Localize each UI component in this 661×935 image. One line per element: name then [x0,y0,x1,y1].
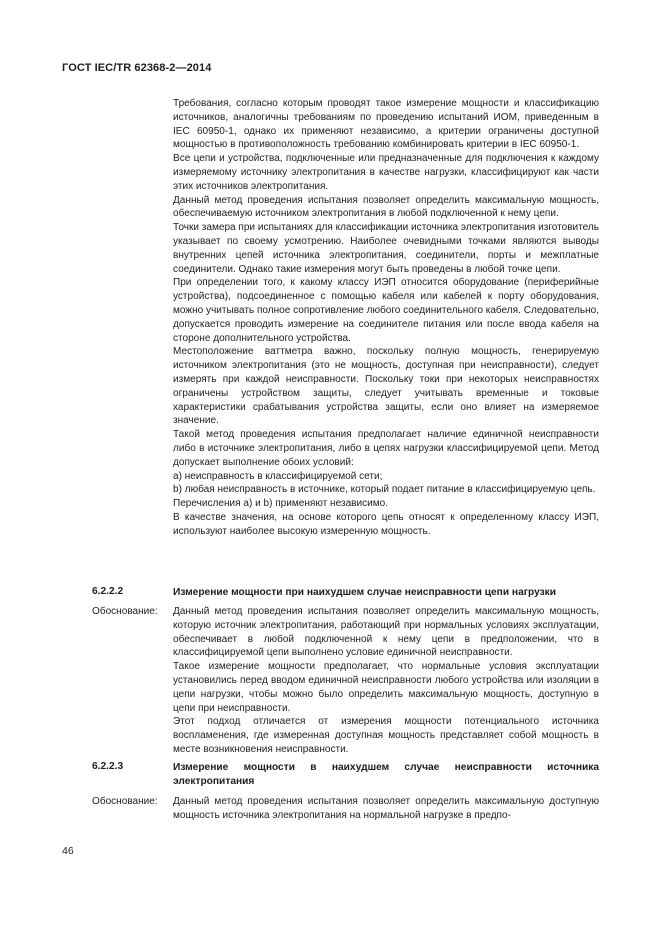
paragraph: Требования, согласно которым проводят такое измерение мощности и классификацию источников, аналогичны требованиям по проведению испытаний ИОМ, приведенным в IEC 60950-1, однако их применяют независимо, а критерии ограничены доступной мощностью в противоположность требованию комбинировать критерии в IEC 60950-1. [173,98,599,151]
paragraph: При определении того, к какому классу ИЭП относится оборудование (периферийные устройства), подсоединенное с помощью кабеля или кабелей к порту оборудования, можно учитывать полное сопротивление любого соединительного кабеля. Следовательно, допускается проводить измерение на соединителе питания или после ввода кабеля на стороне дополнительного устройства. [173,277,599,344]
paragraph: Данный метод проведения испытания позволяет определить максимальную мощность, обеспечиваемую источником электропитания в любой подключенной к нему цепи. [173,194,599,220]
paragraph: Такой метод проведения испытания предполагает наличие единичной неисправности либо в источнике электропитания, либо в цепях нагрузки классифицируемой цепи. Метод допускает выполнение обоих условий: [173,429,599,468]
rationale-label: Обоснование: [92,796,158,807]
paragraph: Такое измерение мощности предполагает, что нормальные условия эксплуатации установились перед вводом единичной неисправности любого устройства или изоляции в цепи нагрузки, чтобы можно было определить максимальную мощность, доступную в цепи при неисправности. [173,661,599,714]
section-body [173,605,599,757]
section-number: 6.2.2.3 [92,761,124,772]
list-item-a: a) неисправность в классифицируемой сети; [173,470,383,482]
section-title: Измерение мощности в наихудшем случае неисправности источника электропитания [173,762,599,787]
paragraph: Перечисления a) и b) применяют независимо. [173,498,389,510]
paragraph: Данный метод проведения испытания позволяет определить максимальную мощность, которую источник электропитания, работающий при нормальных условиях эксплуатации, обеспечивает в любой подключенной к нему цепи в предположении, что в классифицируемой цепи выполнено условие единичной неисправности. [173,606,599,659]
section-body [173,795,599,823]
paragraph: В качестве значения, на основе которого цепь относят к определенному классу ИЭП, используют наиболее высокую измеренную мощность. [173,511,599,537]
page-number: 46 [62,845,74,857]
document-header: ГОСТ IEC/TR 62368-2—2014 [62,62,212,74]
paragraph: Этот подход отличается от измерения мощности потенциального источника воспламенения, где измеренная доступная мощность представляет собой мощность в месте возникновения неисправности. [173,716,599,755]
list-item-b: b) любая неисправность в источнике, который подает питание в классифицируемую цепь. [173,484,596,496]
paragraph: Данный метод проведения испытания позволяет определить максимальную доступную мощность источника электропитания на нормальной нагрузке в предпо- [173,796,599,821]
rationale-label: Обоснование: [92,606,158,617]
section-title: Измерение мощности при наихудшем случае неисправности цепи нагрузки [173,587,557,598]
paragraph: Местоположение ваттметра важно, поскольку полную мощность, генерируемую источником электропитания (это не мощность, доступная при неисправности), следует измерять при каждой неисправности. Поскольку токи при некоторых неисправностях ограничены устройством защиты, следует учитывать временные и токовые характеристики срабатывания устройства защиты, если оно влияет на измеряемое значение. [173,346,599,427]
intro-text [173,97,599,539]
section-number: 6.2.2.2 [92,586,124,597]
paragraph: Все цепи и устройства, подключенные или предназначенные для подключения к каждому измеряемому источнику электропитания в качестве нагрузки, классифицируют как части этих источников электропитания. [173,153,599,192]
paragraph: Точки замера при испытаниях для классификации источника электропитания изготовитель указывает по своему усмотрению. Наиболее очевидными точками являются выводы внутренних цепей источника электропитания, соединители, порты и межплатные соединители. Однако такие измерения могут быть проведены в любой точке цепи. [173,222,599,275]
